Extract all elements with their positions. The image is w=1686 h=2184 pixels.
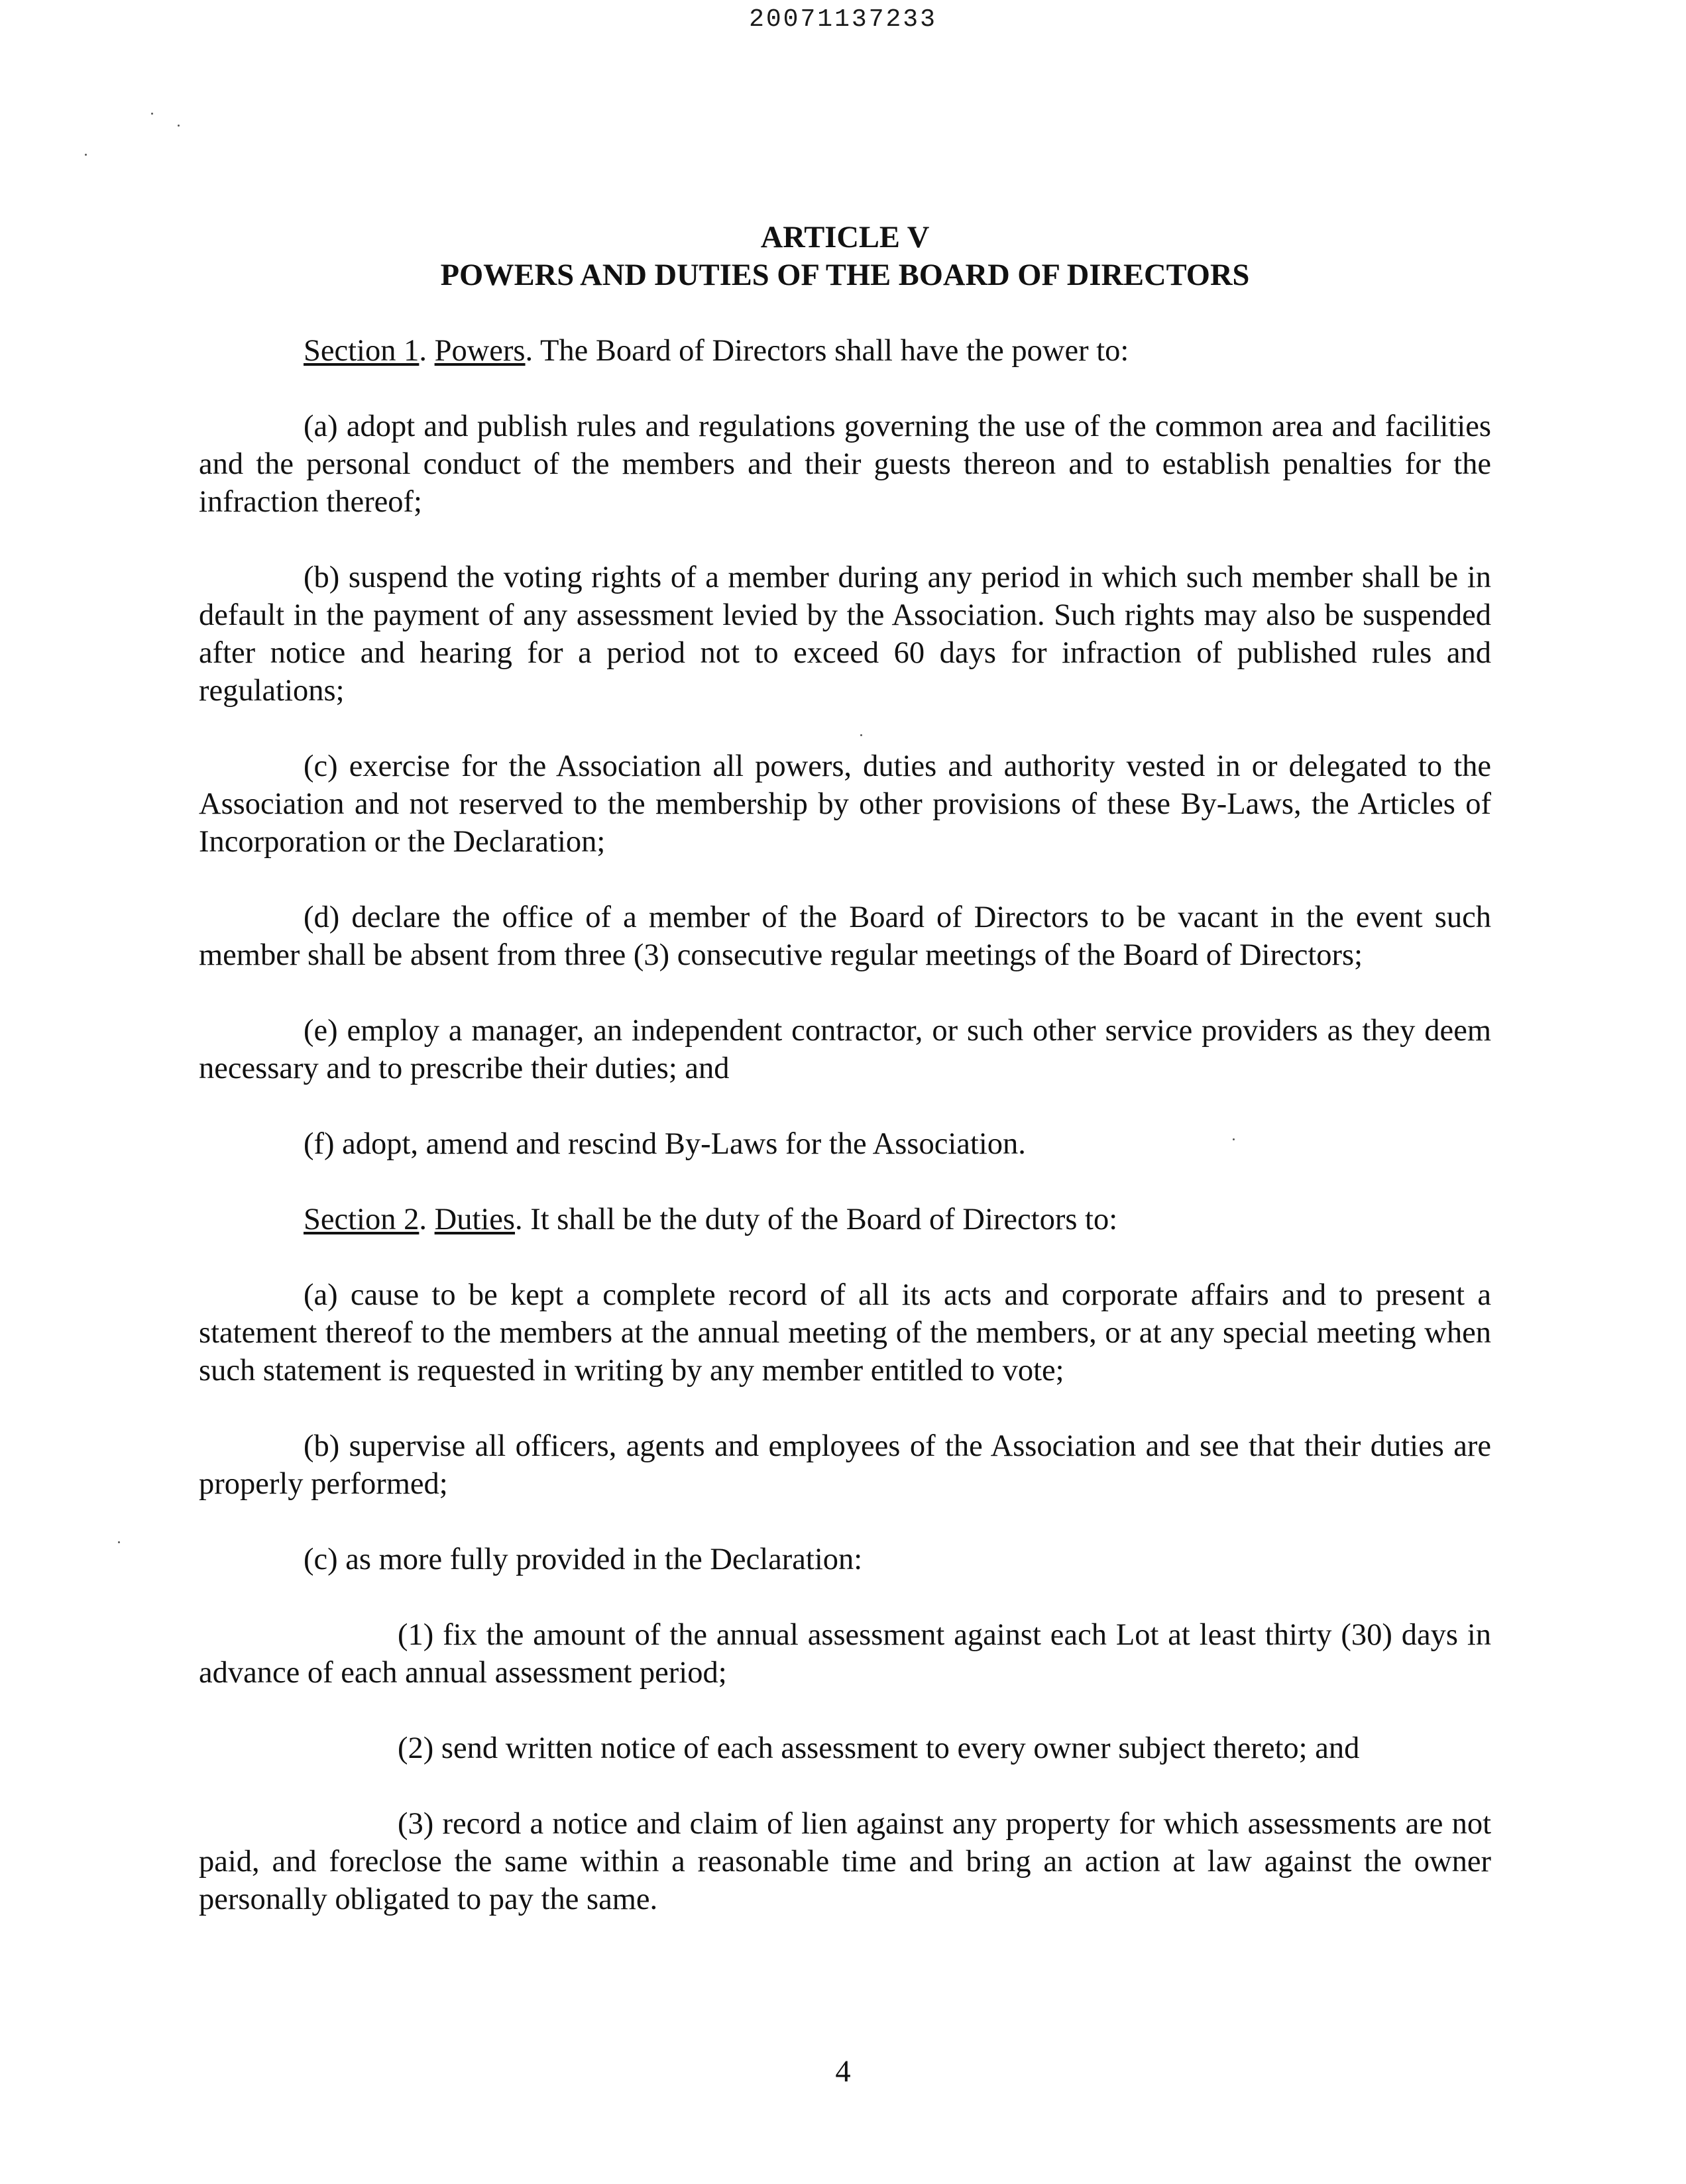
section-1-item-d: (d) declare the office of a member of the Board of Directors to be vacant in the event such member shall be absent from three (3) consecutive regular meetings of the Board of Directors; <box>199 901 1491 972</box>
section-1-item-a: (a) adopt and publish rules and regulations governing the use of the common area and facilities and the personal conduct of the members and their guests thereon and to establish penalties for the infraction thereof; <box>199 410 1491 519</box>
article-number: ARTICLE V <box>760 221 930 254</box>
section-2-subitem-2: (2) send written notice of each assessment to every owner subject thereto; and <box>398 1731 1360 1765</box>
section-2-subitem-1: (1) fix the amount of the annual assessment against each Lot at least thirty (30) days in advance of each annual assessment period; <box>199 1618 1491 1690</box>
document-number: 20071137233 <box>749 5 937 34</box>
section-1-item-e: (e) employ a manager, an independent contractor, or such other service providers as they deem necessary and to prescribe their duties; and <box>199 1014 1491 1085</box>
section-2-intro: It shall be the duty of the Board of Directors to: <box>522 1203 1118 1236</box>
section-1-heading: Section 1. Powers. The Board of Directors shall have the power to: <box>304 334 1129 368</box>
section-2-subitem-3: (3) record a notice and claim of lien against any property for which assessments are not paid, and foreclose the same within a reasonable time and bring an action at law against the owner personally obligated to pay the same. <box>199 1807 1491 1916</box>
document-body <box>199 219 1491 1956</box>
page-number: 4 <box>835 2055 851 2089</box>
section-2-label: Section 2 <box>304 1203 420 1236</box>
scan-speck <box>151 113 153 115</box>
section-2-item-c: (c) as more fully provided in the Declaration: <box>304 1543 863 1576</box>
section-2-heading: Section 2. Duties. It shall be the duty of the Board of Directors to: <box>304 1203 1118 1236</box>
scan-speck <box>118 1541 120 1543</box>
section-2-item-b: (b) supervise all officers, agents and employees of the Association and see that their duties are properly performed; <box>199 1429 1491 1501</box>
scan-speck <box>178 125 180 127</box>
section-1-name: Powers <box>434 334 526 368</box>
section-2-item-a: (a) cause to be kept a complete record of all its acts and corporate affairs and to present a statement thereof to the members at the annual meeting of the members, or at any special meeting when such statement is requested in writing by any member entitled to vote; <box>199 1278 1491 1388</box>
section-1-item-b: (b) suspend the voting rights of a member during any period in which such member shall be in default in the payment of any assessment levied by the Association. Such rights may also be suspended after notice and hearing for a period not to exceed 60 days for infraction of published rules and regulations; <box>199 561 1491 708</box>
section-1-intro: The Board of Directors shall have the power to: <box>533 334 1129 368</box>
article-title: POWERS AND DUTIES OF THE BOARD OF DIRECTORS <box>440 258 1250 292</box>
section-1-label: Section 1 <box>304 334 420 368</box>
scan-speck <box>85 154 87 156</box>
section-1-item-c: (c) exercise for the Association all powers, duties and authority vested in or delegated to the Association and not reserved to the membership by other provisions of these By-Laws, the Articles of Incorporation or the Declaration; <box>199 749 1491 859</box>
section-1-item-f: (f) adopt, amend and rescind By-Laws for the Association. <box>304 1127 1026 1161</box>
section-2-name: Duties <box>434 1203 516 1236</box>
article-heading <box>199 219 1491 294</box>
